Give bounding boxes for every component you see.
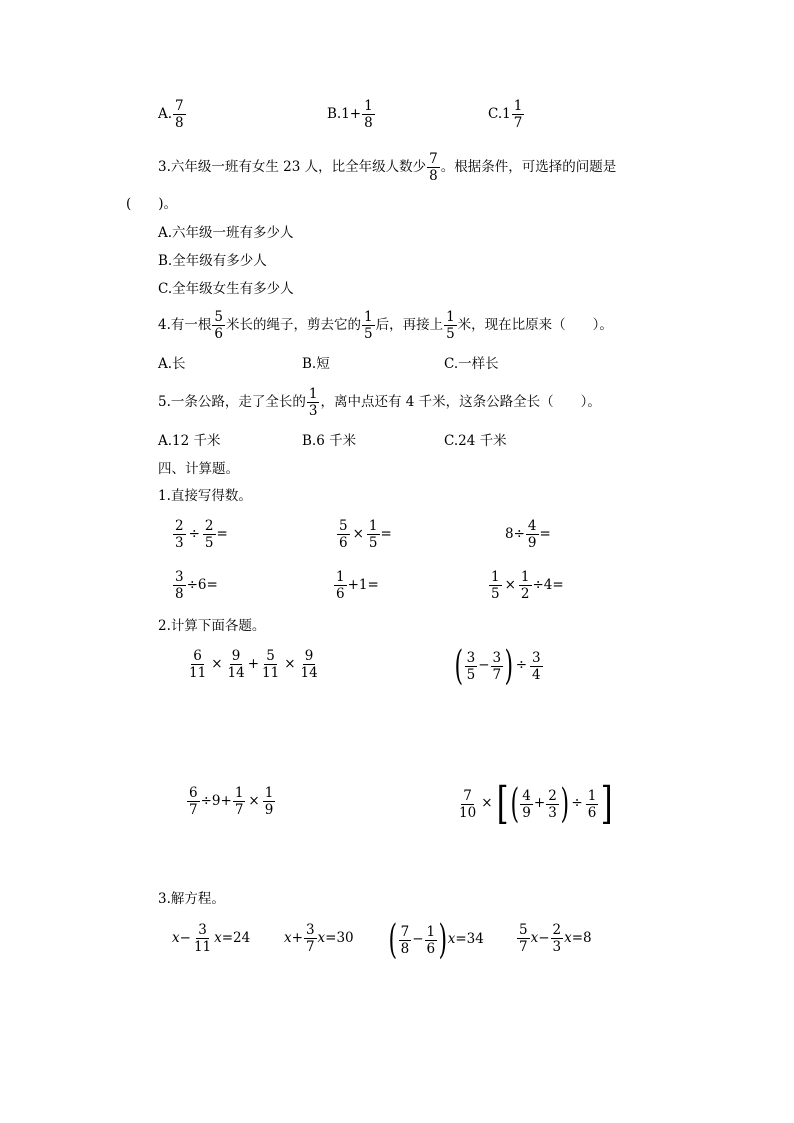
calc-problem-3: $\frac{6}{7}$ ÷9+ $\frac{1}{7}$ × $\frac{1}{9}$ — [189, 785, 274, 818]
calc-problem-4: $\frac{7}{10}$ × [ ( $\frac{4}{9}$ + $\frac{2}{3}$ ) ÷ $\frac{1}{6}$ ] — [459, 778, 613, 829]
subsection-1-title: 1.直接写得数。 — [158, 488, 252, 504]
fraction: $\frac{3}{7}$ — [492, 649, 502, 683]
fraction: $\frac{5}{6}$ — [339, 518, 348, 551]
fraction: $\frac{3}{4}$ — [532, 649, 541, 683]
fraction: $\frac{1}{3}$ — [308, 386, 318, 419]
q5-stem: 5.一条公路，走了全长的 $\frac{1}{3}$ ，离中点还有 4 千米，这条公路全长（ ）。 — [158, 386, 601, 419]
fraction: $\frac{7}{8}$ — [400, 923, 410, 957]
q4-option-c: C.一样长 — [444, 356, 499, 372]
fraction: $\frac{2}{3}$ — [175, 518, 184, 551]
fraction: $\frac{3}{8}$ — [175, 569, 184, 602]
oral-expression-6: $\frac{1}{5}$ × $\frac{1}{2}$ ÷4= — [491, 569, 564, 602]
fraction: $\frac{6}{11}$ — [189, 648, 207, 681]
fraction: $\frac{2}{5}$ — [204, 518, 214, 551]
oral-expression-3: 8÷ $\frac{4}{9}$ = — [505, 518, 551, 551]
fraction: $\frac{1}{5}$ — [491, 569, 500, 602]
fraction: $\frac{1}{6}$ — [336, 569, 345, 602]
fraction: $\frac{1}{7}$ — [513, 98, 523, 131]
fraction: $\frac{3}{5}$ — [466, 649, 476, 683]
q3-stem: 3.六年级一班有女生 23 人，比全年级人数少 $\frac{7}{8}$ 。根据条件，可选择的问题是 — [158, 151, 617, 184]
q5-option-a: A.12 千米 — [158, 433, 221, 449]
q4-option-b: B.短 — [302, 356, 330, 372]
section-title: 四、计算题。 — [158, 461, 239, 477]
fraction: $\frac{9}{14}$ — [300, 648, 318, 681]
q3-option-c: C.全年级女生有多少人 — [158, 281, 294, 297]
fraction: $\frac{1}{5}$ — [363, 309, 373, 342]
q5-option-b: B.6 千米 — [302, 433, 357, 449]
fraction: $\frac{5}{7}$ — [519, 922, 528, 955]
oral-expression-4: $\frac{3}{8}$ ÷6= — [175, 569, 218, 602]
fraction: $\frac{1}{5}$ — [446, 309, 455, 342]
q4-option-a: A.长 — [158, 356, 186, 372]
oral-expression-2: $\frac{5}{6}$ × $\frac{1}{5}$ = — [339, 518, 392, 551]
fraction: $\frac{2}{3}$ — [548, 787, 557, 821]
calc-problem-2: ( $\frac{3}{5}$ − $\frac{3}{7}$ ) ÷ $\frac{3}{4}$ — [454, 643, 541, 689]
oral-expression-1: $\frac{2}{3}$ ÷ $\frac{2}{5}$ = — [175, 518, 228, 551]
fraction: $\frac{1}{6}$ — [587, 787, 597, 821]
q3-blank: ( )。 — [126, 196, 178, 212]
subsection-3-title: 3.解方程。 — [158, 891, 225, 907]
fraction: $\frac{3}{11}$ — [193, 922, 212, 955]
fraction: $\frac{9}{14}$ — [227, 648, 245, 681]
fraction: $\frac{4}{9}$ — [527, 518, 537, 551]
subsection-2-title: 2.计算下面各题。 — [158, 618, 266, 634]
fraction: $\frac{6}{7}$ — [189, 785, 198, 818]
q2-option-c: C.1 $\frac{1}{7}$ — [488, 98, 523, 131]
fraction: $\frac{4}{9}$ — [522, 787, 531, 821]
fraction: $\frac{7}{8}$ — [175, 98, 184, 131]
q5-option-c: C.24 千米 — [444, 433, 507, 449]
fraction: $\frac{7}{8}$ — [429, 151, 438, 184]
q2-option-b: B.1+ $\frac{1}{8}$ — [327, 98, 373, 131]
fraction: $\frac{1}{5}$ — [368, 518, 378, 551]
q4-stem: 4.有一根 $\frac{5}{6}$ 米长的绳子，剪去它的 $\frac{1}{5}$ 后，再接上 $\frac{1}{5}$ 米，现在比原来（ ）。 — [158, 309, 613, 342]
q3-option-a: A.六年级一班有多少人 — [158, 225, 294, 241]
fraction: $\frac{1}{9}$ — [264, 785, 274, 818]
q2-option-a: A. $\frac{7}{8}$ — [158, 98, 184, 131]
fraction: $\frac{5}{11}$ — [262, 648, 280, 681]
equation-3: ( $\frac{7}{8}$ − $\frac{1}{6}$ ) x =34 — [388, 917, 484, 963]
fraction: $\frac{7}{10}$ — [459, 787, 477, 821]
fraction: $\frac{1}{8}$ — [364, 98, 373, 131]
fraction: $\frac{1}{6}$ — [426, 923, 436, 957]
q3-option-b: B.全年级有多少人 — [158, 253, 267, 269]
fraction: $\frac{2}{3}$ — [552, 922, 562, 955]
fraction: $\frac{3}{7}$ — [305, 922, 315, 955]
fraction: $\frac{1}{7}$ — [234, 785, 244, 818]
oral-expression-5: $\frac{1}{6}$ +1= — [336, 569, 379, 602]
equation-1: x − $\frac{3}{11}$ x =24 — [172, 922, 251, 955]
fraction: $\frac{5}{6}$ — [214, 309, 223, 342]
equation-4: $\frac{5}{7}$ x − $\frac{2}{3}$ x =8 — [519, 922, 592, 955]
equation-2: x + $\frac{3}{7}$ x =30 — [284, 922, 354, 955]
fraction: $\frac{1}{2}$ — [520, 569, 530, 602]
calc-problem-1: $\frac{6}{11}$ × $\frac{9}{14}$ + $\frac{5}{11}$ × $\frac{9}{14}$ — [189, 648, 318, 681]
